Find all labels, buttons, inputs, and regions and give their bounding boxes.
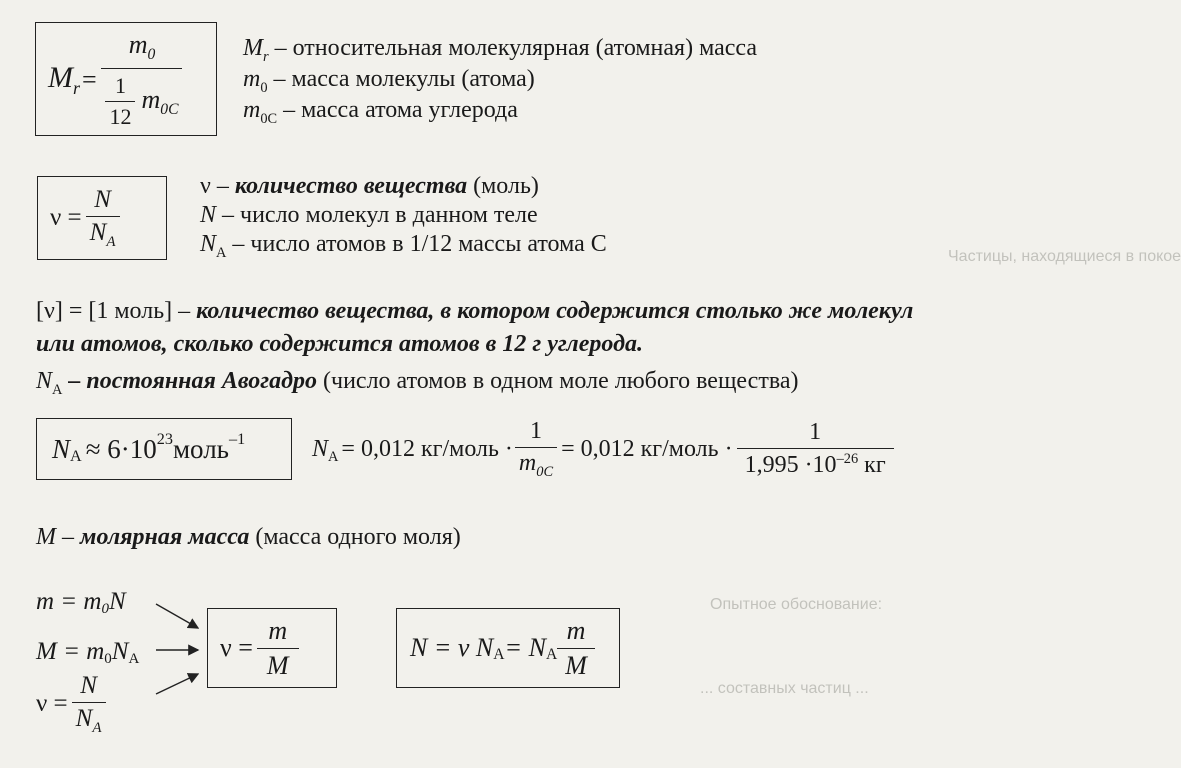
avogadro-value: N $_A$ ≈ 6·10 $^{23}$ моль $^{-1}$ xyxy=(52,430,246,465)
avogadro-definition-line: $N_A$ – постоянная Авогадро (число атомов в одном моле любого вещества) xyxy=(36,368,799,398)
relation-molar-mass: M = m $_0$ N $_A$ xyxy=(36,638,140,667)
mr-definition-line-2: $m_0$ – масса молекулы (атома) xyxy=(243,66,535,96)
show-through-text-2: Опытное обоснование: xyxy=(710,596,883,613)
show-through-text-3: ... составных частиц ... xyxy=(700,680,869,697)
amount-definition-line-1: ν – количество вещества (моль) xyxy=(200,173,539,199)
particle-count-formula: N = ν N $_A$ = N $_A$ $\frac{m}{M}$ xyxy=(410,614,595,682)
mr-twelfth-fraction: $\frac{1}{12}$ xyxy=(105,73,135,130)
relation-mass: m = m $_0$ N xyxy=(36,588,126,617)
avogadro-calculation: N $_A$ = 0,012 кг/моль · $\frac{1}{m_{0C}}$ = 0,012 кг/моль · $\frac{1}{1,995 \cdot 10^{-26} кг}$ xyxy=(312,418,894,480)
mr-definition-line-3: $m_{0C}$ – масса атома углерода xyxy=(243,97,518,127)
mr-definition-line-1: $M_r$ – относительная молекулярная (атомная) масса xyxy=(243,35,758,65)
mr-equals: = xyxy=(82,65,97,94)
amount-definition-line-3: $N_A$ – число атомов в 1/12 массы атома С xyxy=(200,231,607,261)
mr-fraction xyxy=(99,30,186,130)
show-through-text-1: Частицы, находящиеся в покое xyxy=(948,248,1181,265)
mole-definition-line-2: или атомов, сколько содержится атомов в 12 г углерода. xyxy=(36,331,643,357)
avogadro-fraction-2: $\frac{1}{1,995 \cdot 10^{-26} кг}$ xyxy=(737,419,894,479)
molar-mass-definition: M – молярная масса (масса одного моля) xyxy=(36,524,461,550)
arrows xyxy=(140,590,210,700)
amount-lhs: ν = xyxy=(50,204,82,231)
amount-definition-line-2: N – число молекул в данном теле xyxy=(200,202,538,228)
mole-definition-line-1: [ν] = [1 моль] – количество вещества, в котором содержится столько же молекул xyxy=(36,298,914,324)
avogadro-fraction-1: $\frac{1}{m_{0C}}$ xyxy=(515,418,557,481)
mr-numerator: $m_0$ xyxy=(128,29,156,64)
amount-formula xyxy=(50,182,120,254)
mr-denominator: $\frac{1}{12}$ $m_{0C}$ xyxy=(101,68,182,130)
amount-molar-formula: ν = $\frac{m}{M}$ xyxy=(220,614,299,682)
arrow-1 xyxy=(156,604,198,628)
relation-amount: ν = $\frac{N}{N_A}$ xyxy=(36,672,106,736)
mr-subscript: r xyxy=(73,78,81,98)
mr-symbol: M xyxy=(48,61,73,94)
arrow-3 xyxy=(156,674,198,694)
relative-mass-formula xyxy=(48,30,185,130)
amount-fraction: $\frac{N}{N_A}$ xyxy=(86,186,120,251)
